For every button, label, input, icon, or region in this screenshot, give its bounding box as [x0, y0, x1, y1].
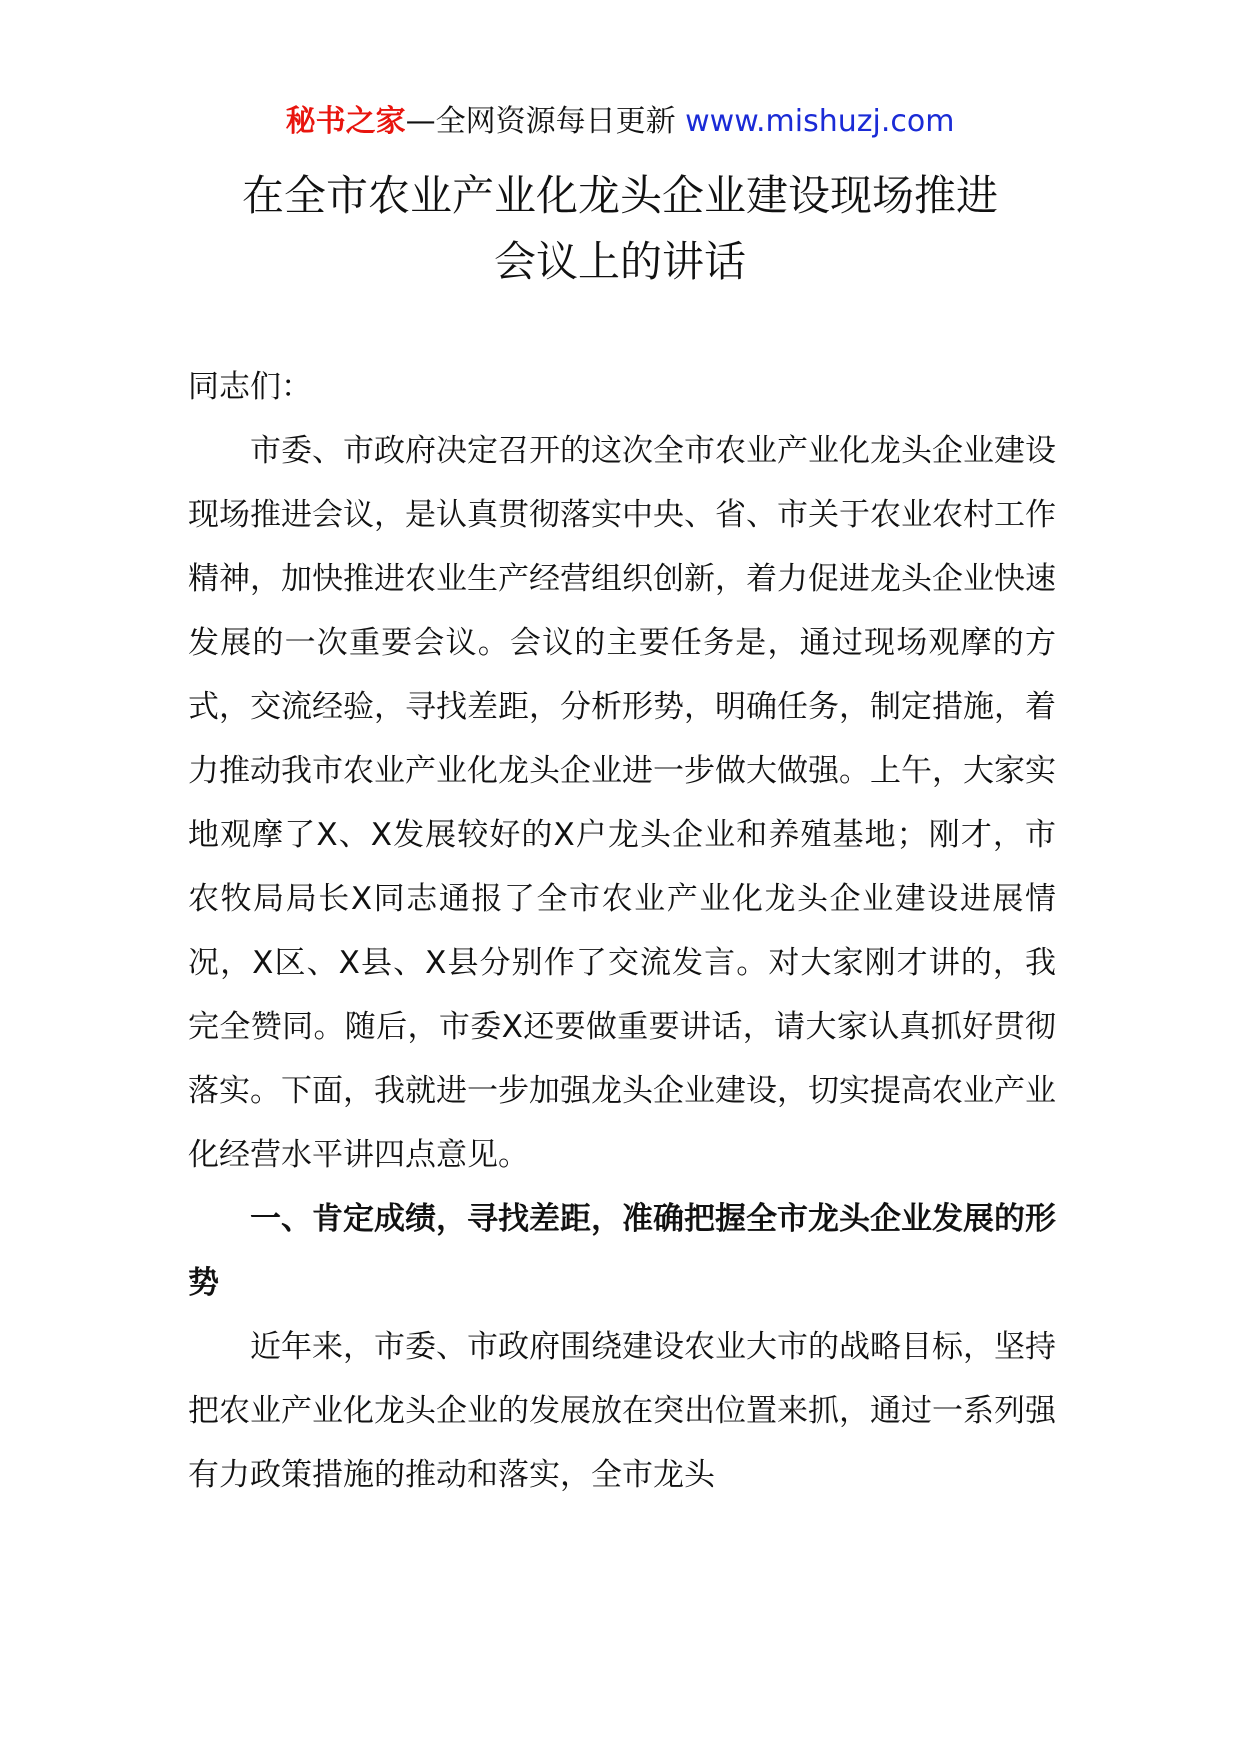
- site-url-link[interactable]: www.mishuzj.com: [685, 104, 955, 139]
- section-heading: 一、肯定成绩，寻找差距，准确把握全市龙头企业发展的形势: [188, 1201, 1056, 1301]
- site-brand: 秘书之家: [285, 104, 406, 139]
- body-paragraph: 市委、市政府决定召开的这次全市农业产业化龙头企业建设现场推进会议，是认真贯彻落实中央、省、市关于农业农村工作精神，加快推进农业生产经营组织创新，着力促进龙头企业快速发展的一次重要会议。会议的主要任务是，通过现场观摩的方式，交流经验，寻找差距，分析形势，明确任务，制定措施，着力推动我市农业产业化龙头企业进一步做大做强。上午，大家实地观摩了X、X发展较好的X户龙头企业和养殖基地；刚才，市农牧局局长X同志通报了全市农业产业化龙头企业建设进展情况，X区、X县、X县分别作了交流发言。对大家刚才讲的，我完全赞同。随后，市委X还要做重要讲话，请大家认真抓好贯彻落实。下面，我就进一步加强龙头企业建设，切实提高农业产业化经营水平讲四点意见。: [188, 433, 1056, 1173]
- document-title-line-2: 会议上的讲话: [493, 237, 746, 286]
- salutation: 同志们：: [188, 369, 312, 405]
- site-header: [0, 100, 1240, 144]
- document-body: [188, 355, 1056, 1507]
- body-paragraph: 近年来，市委、市政府围绕建设农业大市的战略目标，坚持把农业产业化龙头企业的发展放在突出位置来抓，通过一系列强有力政策措施的推动和落实，全市龙头: [188, 1329, 1056, 1493]
- document-title-line-1: 在全市农业产业化龙头企业建设现场推进: [241, 171, 998, 220]
- document-title: [150, 163, 1090, 295]
- site-tagline: —全网资源每日更新: [405, 104, 686, 139]
